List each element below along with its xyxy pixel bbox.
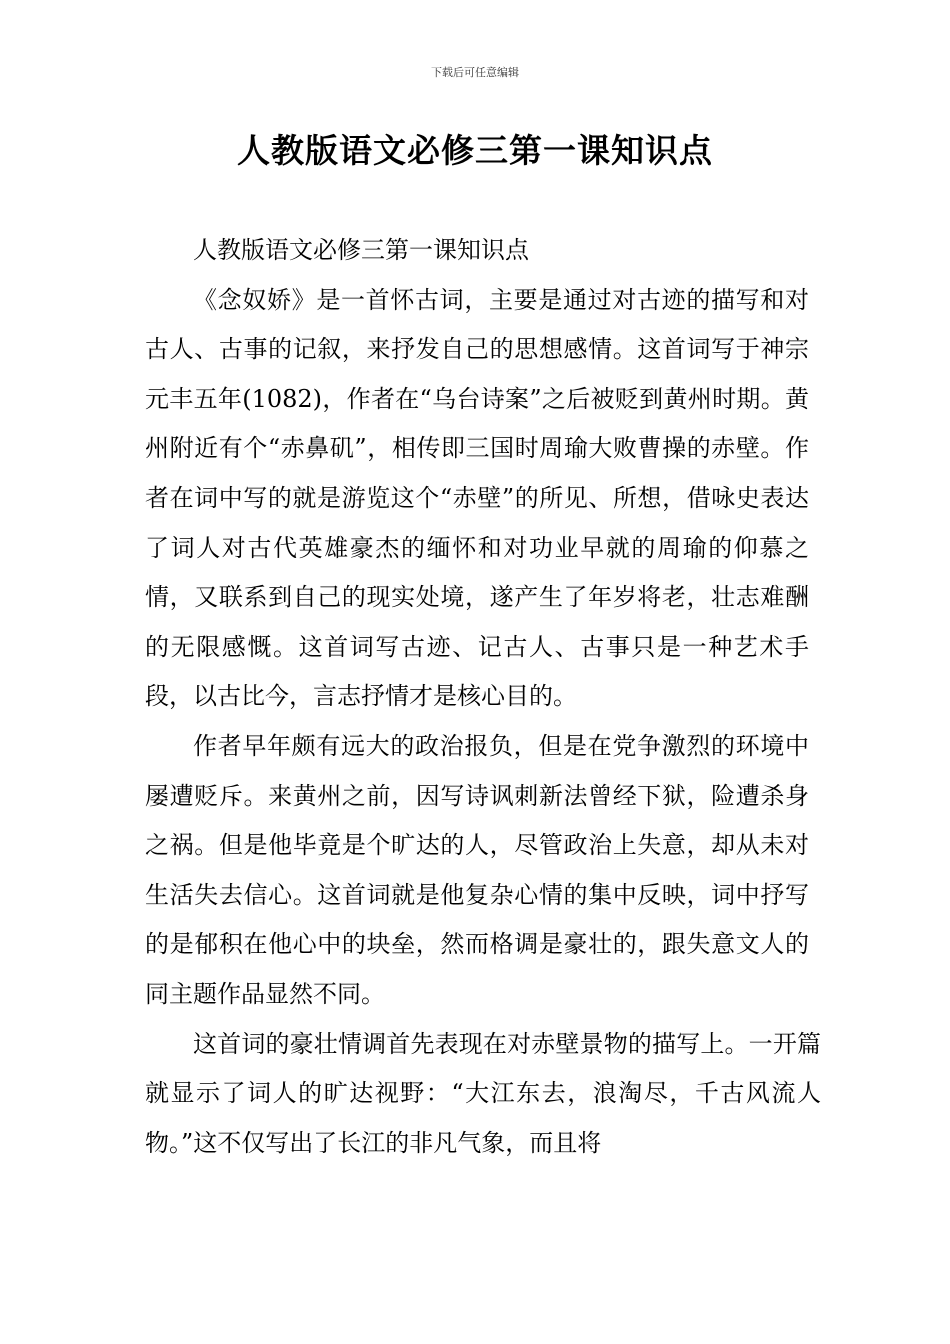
paragraph-2: 作者早年颇有远大的政治报负，但是在党争激烈的环境中屡遭贬斥。来黄州之前，因写诗讽刺新法曾经下狱，险遭杀身之祸。但是他毕竟是个旷达的人，尽管政治上失意，却从未对生活失去信心。这首词就是他复杂心情的集中反映，词中抒写的是郁积在他心中的块垒，然而格调是豪壮的，跟失意文人的同主题作品显然不同。 <box>145 731 809 1008</box>
paragraph-1: 《念奴娇》是一首怀古词，主要是通过对古迹的描写和对古人、古事的记叙，来抒发自己的思想感情。这首词写于神宗元丰五年(1082)，作者在“乌台诗案”之后被贬到黄州时期。黄州附近有个“赤鼻矶”，相传即三国时周瑜大败曹操的赤壁。作者在词中写的就是游览这个“赤壁”的所见、所想，借咏史表达了词人对古代英雄豪杰的缅怀和对功业早就的周瑜的仰慕之情，又联系到自己的现实处境，遂产生了年岁将老，壮志难酬的无限感慨。这首词写古迹、记古人、古事只是一种艺术手段，以古比今，言志抒情才是核心目的。 <box>145 285 809 711</box>
document-title: 人教版语文必修三第一课知识点 <box>237 131 713 170</box>
paragraph-subtitle: 人教版语文必修三第一课知识点 <box>193 236 529 264</box>
document-body <box>145 226 821 1168</box>
paragraph-3: 这首词的豪壮情调首先表现在对赤壁景物的描写上。一开篇就显示了词人的旷达视野：“大江东去，浪淘尽，千古风流人物。”这不仅写出了长江的非凡气象，而且将 <box>145 1029 821 1157</box>
header-note: 下载后可任意编辑 <box>431 66 519 79</box>
